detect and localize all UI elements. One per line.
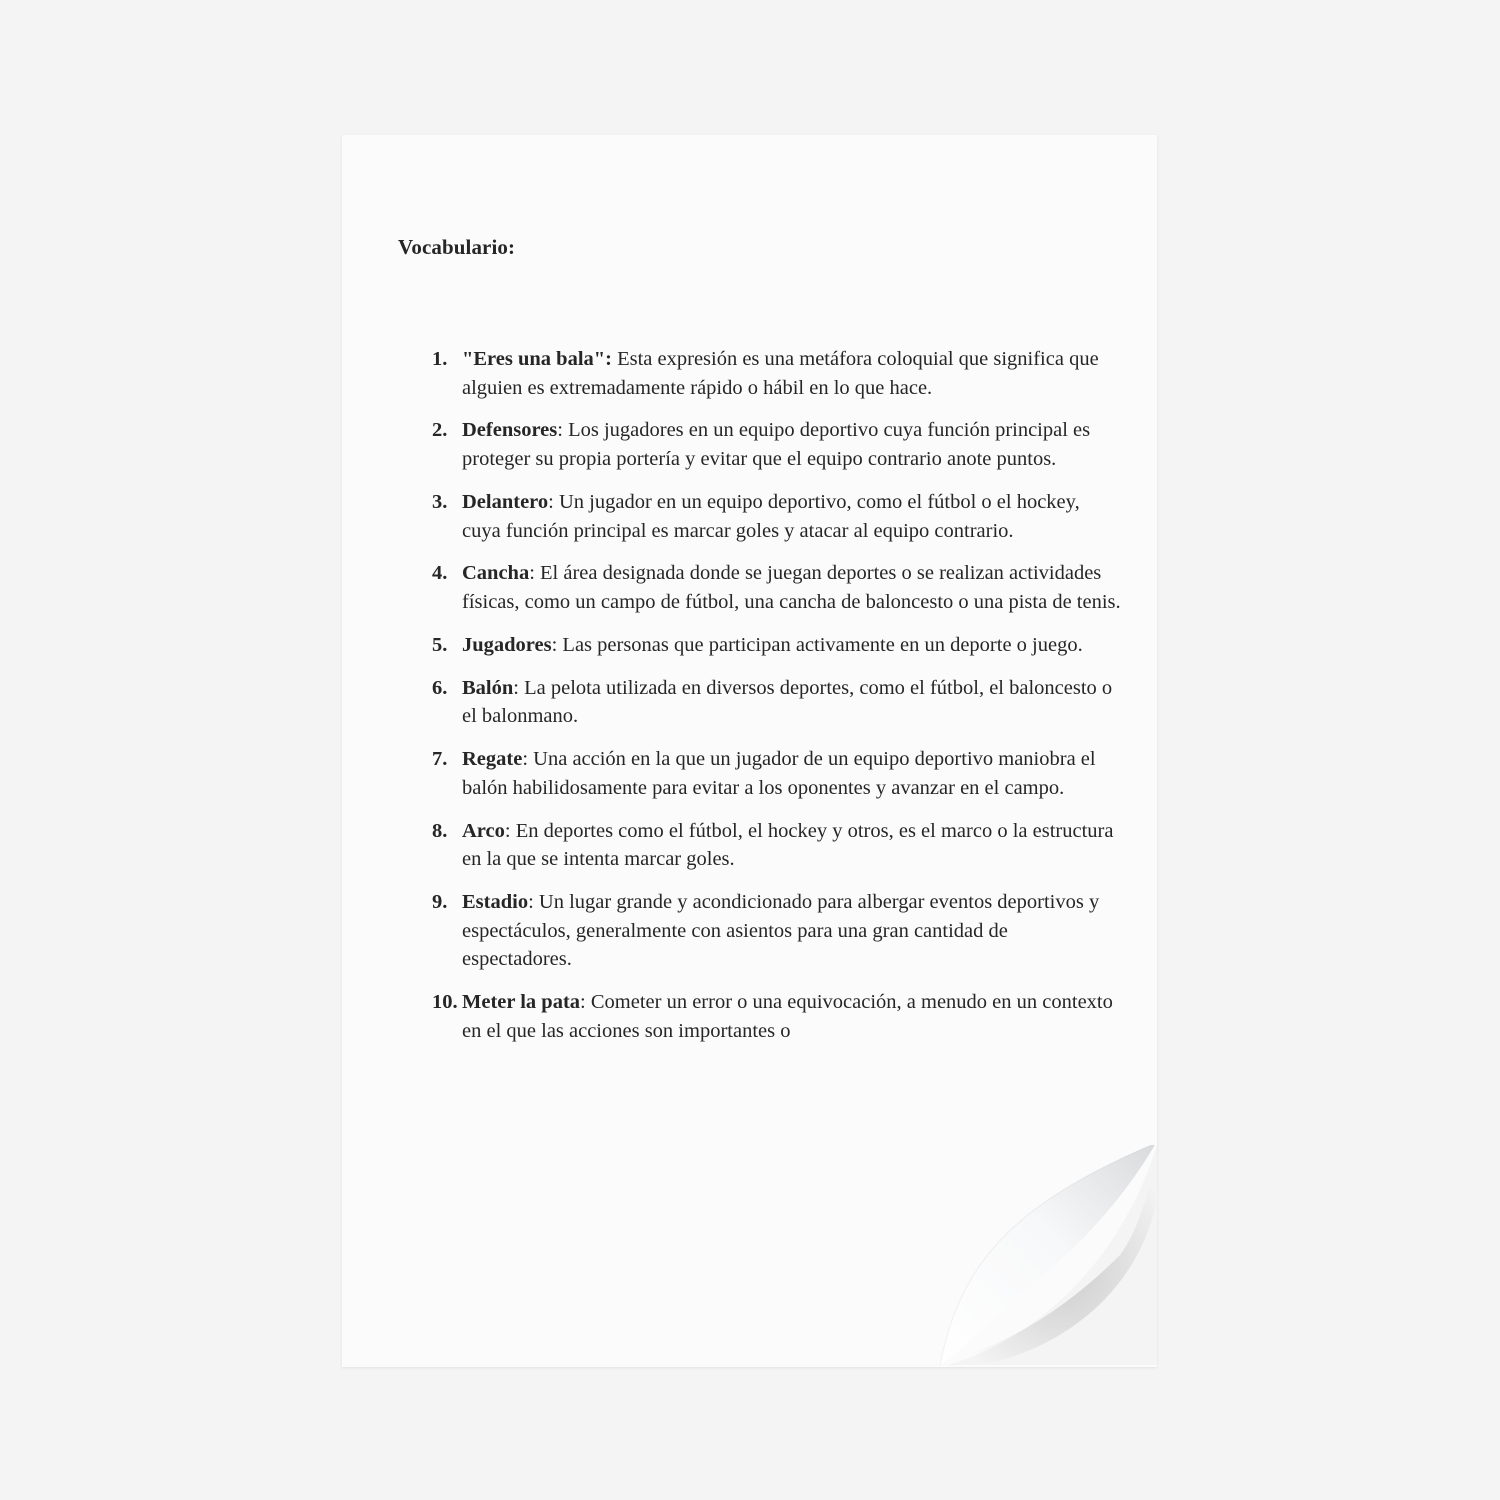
vocab-definition: : Un lugar grande y acondicionado para albergar eventos deportivos y espectáculos, generalmente con asientos para una gran cantidad de espectadores. — [462, 891, 1100, 971]
vocab-term: "Eres una bala": — [462, 348, 612, 370]
list-item — [432, 674, 1122, 731]
item-number: 10. — [432, 991, 458, 1014]
vocab-term: Regate — [462, 748, 523, 771]
list-item — [432, 817, 1122, 874]
item-number: 6. — [432, 676, 448, 699]
vocab-definition: : La pelota utilizada en diversos deportes, como el fútbol, el baloncesto o el balonmano. — [462, 676, 1113, 728]
vocab-term: Delantero — [462, 490, 549, 513]
list-item — [432, 988, 1122, 1045]
vocab-definition: : Un jugador en un equipo deportivo, como el fútbol o el hockey, cuya función principal es marcar goles y atacar al equipo contrario. — [462, 490, 1080, 542]
vocab-definition: Esta expresión es una metáfora coloquial que significa que alguien es extremadamente rápido o hábil en lo que hace. — [462, 348, 1099, 399]
vocab-term: Defensores — [462, 419, 558, 442]
vocab-definition: : El área designada donde se juegan deportes o se realizan actividades físicas, como un campo de fútbol, una cancha de baloncesto o una pista de tenis. — [462, 562, 1121, 614]
vocab-definition: : En deportes como el fútbol, el hockey y otros, es el marco o la estructura en la que se intenta marcar goles. — [462, 819, 1114, 871]
item-number: 8. — [432, 819, 448, 842]
vocab-term: Arco — [462, 819, 505, 842]
list-item — [432, 745, 1122, 802]
item-number: 4. — [432, 562, 448, 585]
list-item — [432, 488, 1122, 545]
vocabulary-list — [432, 345, 1122, 1060]
vocab-term: Cancha — [462, 562, 530, 585]
item-number: 2. — [432, 419, 448, 442]
vocab-definition: : Los jugadores en un equipo deportivo cuya función principal es proteger su propia portería y evitar que el equipo contrario anote puntos. — [462, 419, 1091, 471]
vocab-definition: : Una acción en la que un jugador de un equipo deportivo maniobra el balón habilidosamente para evitar a los oponentes y avanzar en el campo. — [462, 748, 1096, 799]
vocab-term: Balón — [462, 676, 514, 699]
list-item — [432, 888, 1122, 974]
vocab-term: Meter la pata — [462, 991, 581, 1014]
vocab-definition: : Las personas que participan activamente en un deporte o juego. — [551, 633, 1083, 656]
vocab-term: Jugadores — [462, 633, 552, 656]
document-heading: Vocabulario: — [398, 235, 516, 259]
list-item — [432, 345, 1122, 402]
document-page — [342, 135, 1157, 1367]
item-number: 5. — [432, 633, 448, 656]
list-item — [432, 631, 1122, 660]
list-item — [432, 416, 1122, 473]
item-number: 1. — [432, 348, 448, 370]
item-number: 9. — [432, 891, 448, 914]
vocab-term: Estadio — [462, 891, 529, 914]
list-item — [432, 559, 1122, 616]
item-number: 3. — [432, 490, 448, 513]
item-number: 7. — [432, 748, 448, 771]
vocab-definition: : Cometer un error o una equivocación, a menudo en un contexto en el que las acciones son importantes o — [462, 991, 1113, 1042]
